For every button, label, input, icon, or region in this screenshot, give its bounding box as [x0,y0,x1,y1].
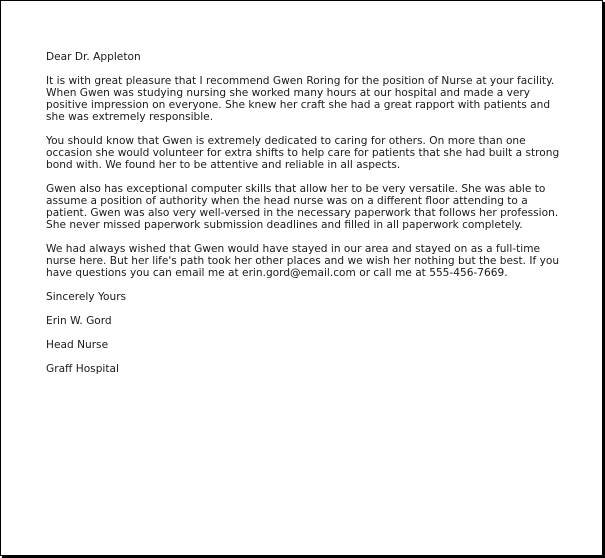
signer-title: Head Nurse [46,339,109,351]
letter-body [46,51,566,387]
signer-name: Erin W. Gord [46,315,112,327]
salutation: Dear Dr. Appleton [46,51,141,63]
organization-name: Graff Hospital [46,363,119,375]
closing: Sincerely Yours [46,291,127,303]
paragraph-skills: Gwen also has exceptional computer skills that allow her to be very versatile. She was able to assume a position of authority when the head nurse was on a different floor attending to a patient. Gwen was also very well-versed in the necessary paperwork that follows her profession. She never missed paperwork submission deadlines and filled in all paperwork completely. [46,183,559,231]
paragraph-introduction: It is with great pleasure that I recommend Gwen Roring for the position of Nurse at your facility. When Gwen was studying nursing she worked many hours at our hospital and made a very positive impression on everyone. She knew her craft she had a great rapport with patients and she was extremely responsible. [46,75,555,123]
paragraph-contact: We had always wished that Gwen would have stayed in our area and stayed on as a full-time nurse here. But her life's path took her other places and we wish her nothing but the best. If you have questions you can email me at erin.gord@email.com or call me at 555-456-7669. [46,243,560,279]
paragraph-dedication: You should know that Gwen is extremely dedicated to caring for others. On more than one occasion she would volunteer for extra shifts to help care for patients that she had built a strong bond with. We found her to be attentive and reliable in all aspects. [46,135,560,171]
